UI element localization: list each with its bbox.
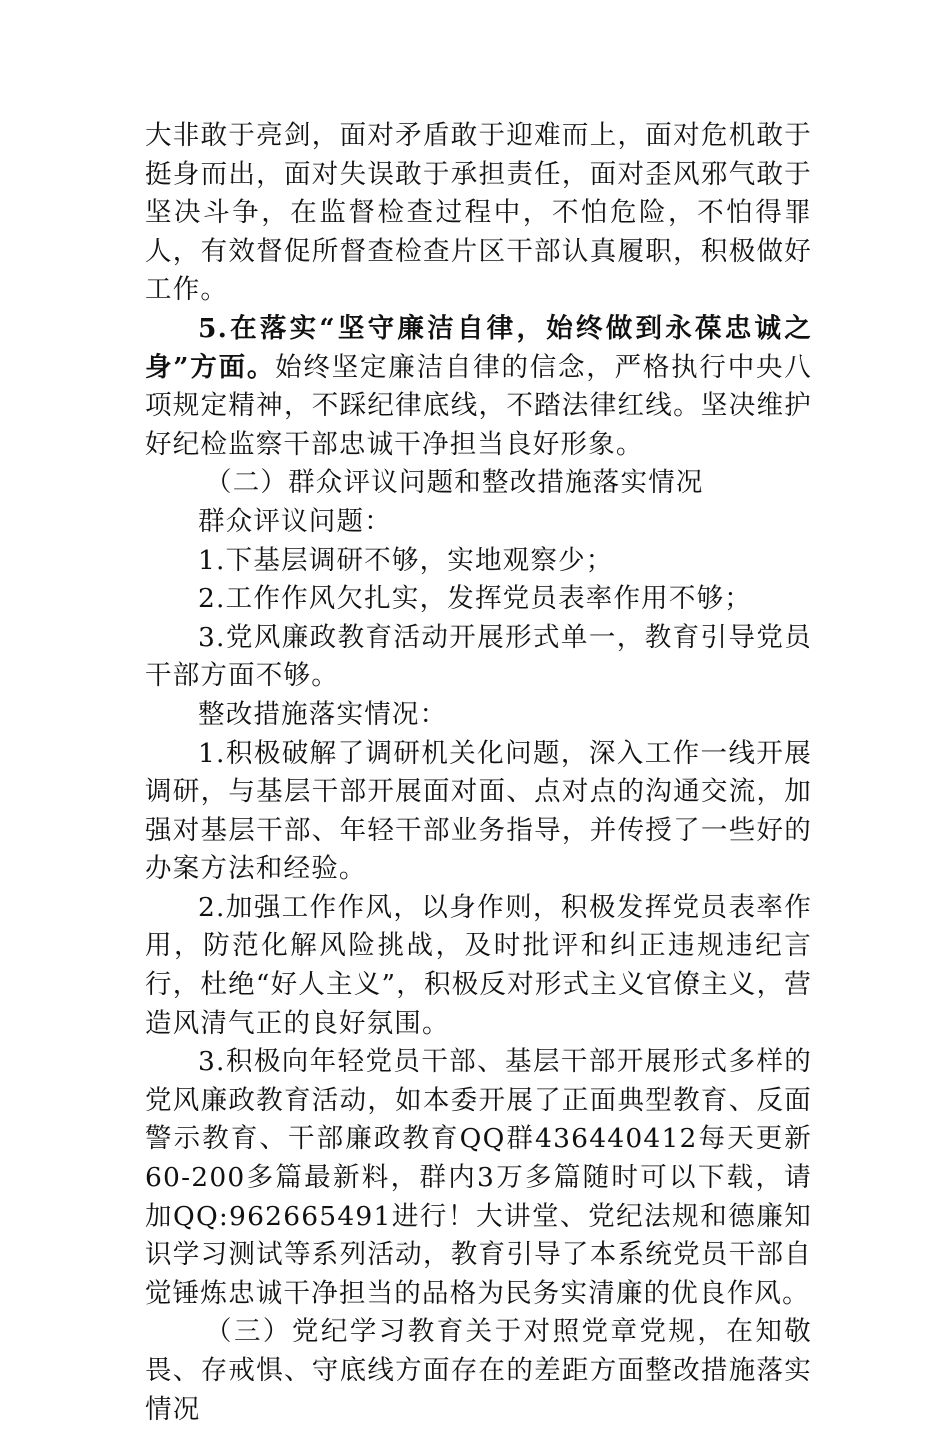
issue-item-2: 2.工作作风欠扎实，发挥党员表率作用不够； xyxy=(198,583,752,615)
paragraph-point-5-body: 始终坚定廉洁自律的信念，严格执行中央八项规定精神，不踩纪律底线，不踏法律红线。坚决维护好纪检监察干部忠诚干净担当良好形象。 xyxy=(145,351,812,460)
rectification-item-2: 2.加强工作作风，以身作则，积极发挥党员表率作用，防范化解风险挑战，及时批评和纠正违规违纪言行，杜绝“好人主义”，积极反对形式主义官僚主义，营造风清气正的良好氛围。 xyxy=(145,891,812,1039)
paragraph-continuation: 大非敢于亮剑，面对矛盾敢于迎难而上，面对危机敢于挺身而出，面对失误敢于承担责任，面对歪风邪气敢于坚决斗争，在监督检查过程中，不怕危险，不怕得罪人，有效督促所督查检查片区干部认真履职，积极做好工作。 xyxy=(145,120,812,306)
subheading-rectification: 整改措施落实情况： xyxy=(198,698,448,730)
bold-heading-point-5: 5.在落实“坚守廉洁自律，始终做到永葆忠诚之身”方面。 xyxy=(145,312,812,383)
issue-item-1: 1.下基层调研不够，实地观察少； xyxy=(198,544,614,576)
subheading-public-issues: 群众评议问题： xyxy=(198,505,392,537)
section-heading-2: （二）群众评议问题和整改措施落实情况 xyxy=(205,467,704,499)
rectification-item-3: 3.积极向年轻党员干部、基层干部开展形式多样的党风廉政教育活动，如本委开展了正面典型教育、反面警示教育、干部廉政教育QQ群436440412每天更新60-200多篇最新料，群内3万多篇随时可以下载，请加QQ:962665491进行！大讲堂、党纪法规和德廉知识学习测试等系列活动，教育引导了本系统党员干部自觉锤炼忠诚干净担当的品格为民务实清廉的优良作风。 xyxy=(145,1046,812,1309)
paragraph-point-5 xyxy=(145,310,812,464)
section-heading-3: （三）党纪学习教育关于对照党章党规，在知敬畏、存戒惧、守底线方面存在的差距方面整改措施落实情况 xyxy=(145,1316,812,1425)
rectification-item-1: 1.积极破解了调研机关化问题，深入工作一线开展调研，与基层干部开展面对面、点对点的沟通交流，加强对基层干部、年轻干部业务指导，并传授了一些好的办案方法和经验。 xyxy=(145,737,812,885)
issue-item-3: 3.党风廉政教育活动开展形式单一，教育引导党员干部方面不够。 xyxy=(145,621,812,692)
